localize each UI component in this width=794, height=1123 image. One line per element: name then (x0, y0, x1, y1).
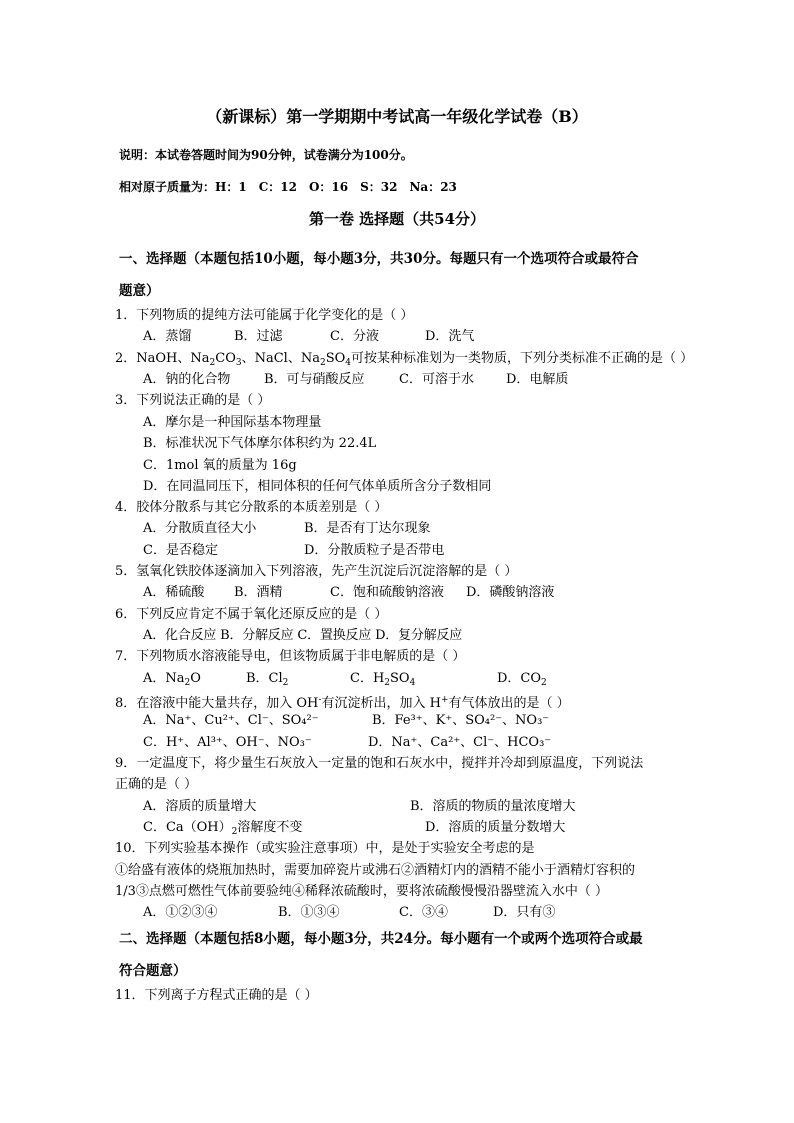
question-1-option-c: C．分液 (330, 329, 379, 344)
question-4-option-b: B．是否有丁达尔现象 (304, 521, 431, 536)
atomic-mass-line: 相对原子质量为：H：1 C：12 O：16 S：32 Na：23 (119, 180, 457, 194)
question-9-option-a: A．溶质的质量增大 (143, 799, 257, 814)
question-10-option-d: D．只有③ (493, 905, 556, 920)
question-7-option-d: D．$CO_2$ (497, 671, 547, 688)
question-9-option-d: D．溶质的质量分数增大 (425, 820, 566, 835)
question-6-stem: 6．下列反应肯定不属于氧化还原反应的是（ ） (115, 607, 388, 622)
section1-heading-line2: 题意） (119, 283, 160, 299)
question-2-option-a: A．钠的化合物 (143, 372, 231, 387)
question-10-option-c: C．③④ (399, 905, 448, 920)
question-2-option-c: C．可溶于水 (399, 372, 474, 387)
question-7-stem: 7．下列物质水溶液能导电，但该物质属于非电解质的是（ ） (115, 649, 466, 664)
question-1-option-b: B．过滤 (234, 329, 283, 344)
question-3-option-c: C．1mol 氧的质量为 16g (143, 458, 297, 473)
question-4-stem: 4．胶体分散系与其它分散系的本质差别是（ ） (115, 500, 388, 515)
question-9-stem-line2: 正确的是（ ） (115, 777, 198, 792)
section2-heading-line2: 符合题意） (119, 963, 187, 979)
question-10-option-a: A．①②③④ (143, 905, 218, 920)
question-5-stem: 5．氢氧化铁胶体逐滴加入下列溶液，先产生沉淀后沉淀溶解的是（ ） (115, 564, 518, 579)
question-9-option-c: C．$Ca(OH)_2$溶解度不变 (143, 820, 303, 837)
question-8-option-b: B．Fe³⁺、K⁺、SO₄²⁻、NO₃⁻ (372, 713, 550, 728)
question-2-stem: 2．NaOH、$Na_2CO_3$、NaCl、$Na_2SO_4$可按某种标准划为一类物质，下列分类标准不正确的是（ ） (115, 351, 694, 368)
question-8-option-d: D．Na⁺、Ca²⁺、Cl⁻、HCO₃⁻ (368, 735, 552, 750)
question-5-option-b: B．酒精 (234, 585, 283, 600)
question-9-stem-line1: 9．一定温度下，将少量生石灰放入一定量的饱和石灰水中，搅拌并冷却到原温度，下列说法 (115, 756, 644, 771)
question-10-stem-line2: ①给盛有液体的烧瓶加热时，需要加碎瓷片或沸石②酒精灯内的酒精不能小于酒精灯容积的 (115, 863, 636, 878)
question-8-option-a: A．Na⁺、Cu²⁺、Cl⁻、SO₄²⁻ (143, 713, 319, 728)
question-3-stem: 3．下列说法正确的是（ ） (115, 393, 271, 408)
question-3-option-a: A．摩尔是一种国际基本物理量 (143, 415, 322, 430)
question-8-option-c: C．H⁺、Al³⁺、OH⁻、NO₃⁻ (143, 735, 312, 750)
question-2-option-b: B．可与硝酸反应 (264, 372, 365, 387)
question-5-option-a: A．稀硫酸 (143, 585, 205, 600)
question-6-options: A．化合反应 B．分解反应 C．置换反应 D．复分解反应 (143, 628, 463, 643)
question-5-option-d: D．磷酸钠溶液 (466, 585, 555, 600)
part1-heading: 第一卷 选择题（共54分） (308, 210, 486, 228)
question-7-option-c: C．$H_2SO_4$ (350, 671, 416, 688)
exam-title: （新课标）第一学期期中考试高一年级化学试卷（B） (206, 107, 588, 126)
question-8-stem: 8．在溶液中能大量共存，加入 OH-有沉淀析出，加入 H+有气体放出的是（ ） (115, 695, 570, 711)
section2-heading-line1: 二、选择题（本题包括8小题，每小题3分，共24分。每小题有一个或两个选项符合或最 (119, 931, 643, 947)
question-5-option-c: C．饱和硫酸钠溶液 (330, 585, 444, 600)
question-1-option-a: A．蒸馏 (143, 329, 192, 344)
question-4-option-a: A．分散质直径大小 (143, 521, 257, 536)
question-7-option-a: A．$Na_2O$ (143, 671, 201, 688)
question-4-option-d: D．分散质粒子是否带电 (304, 543, 445, 558)
question-10-option-b: B．①③④ (278, 905, 340, 920)
question-1-option-d: D．洗气 (425, 329, 475, 344)
question-2-option-d: D．电解质 (506, 372, 569, 387)
question-1-stem: 1．下列物质的提纯方法可能属于化学变化的是（ ） (115, 308, 414, 323)
question-9-option-b: B．溶质的物质的量浓度增大 (410, 799, 576, 814)
question-3-option-d: D．在同温同压下，相同体积的任何气体单质所含分子数相同 (143, 479, 492, 494)
question-10-stem-line1: 10．下列实验基本操作（或实验注意事项）中，是处于实验安全考虑的是 (115, 841, 535, 856)
question-7-option-b: B．$Cl_2$ (246, 671, 289, 688)
question-3-option-b: B．标准状况下气体摩尔体积约为 22.4L (143, 436, 377, 451)
question-4-option-c: C．是否稳定 (143, 543, 218, 558)
exam-note: 说明：本试卷答题时间为90分钟，试卷满分为100分。 (119, 148, 413, 162)
question-10-stem-line3: 1/3③点燃可燃性气体前要验纯④稀释浓硫酸时，要将浓硫酸慢慢沿器壁流入水中（ ） (115, 884, 609, 899)
question-11-stem: 11．下列离子方程式正确的是（ ） (115, 988, 318, 1003)
section1-heading-line1: 一、选择题（本题包括10小题，每小题3分，共30分。每题只有一个选项符合或最符合 (119, 251, 639, 267)
